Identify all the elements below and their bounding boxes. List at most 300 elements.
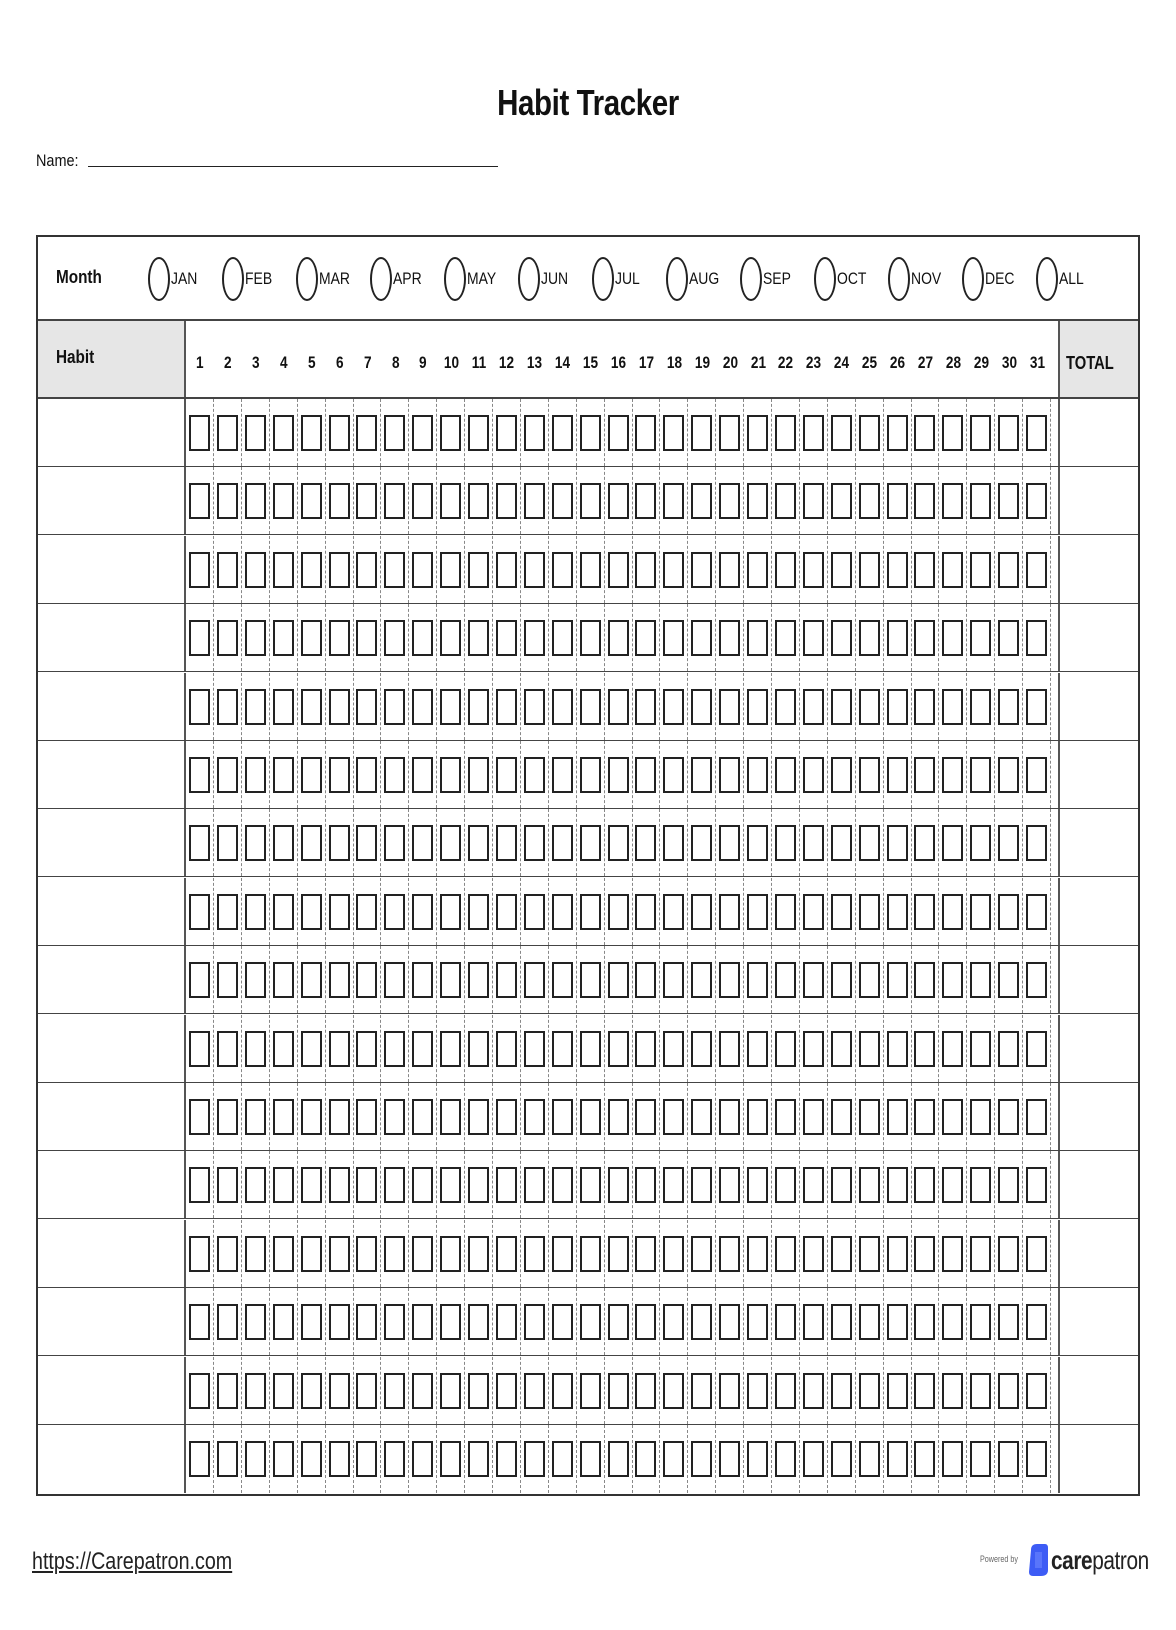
radio-circle-icon[interactable] xyxy=(814,257,836,301)
day-checkbox[interactable] xyxy=(942,1167,963,1203)
day-checkbox[interactable] xyxy=(496,1167,517,1203)
day-checkbox[interactable] xyxy=(608,825,629,861)
day-checkbox[interactable] xyxy=(356,894,377,930)
day-checkbox[interactable] xyxy=(468,962,489,998)
day-checkbox[interactable] xyxy=(524,483,545,519)
day-checkbox[interactable] xyxy=(608,1167,629,1203)
day-checkbox[interactable] xyxy=(580,1099,601,1135)
day-checkbox[interactable] xyxy=(914,483,935,519)
day-checkbox[interactable] xyxy=(496,1236,517,1272)
day-checkbox[interactable] xyxy=(356,1441,377,1477)
day-checkbox[interactable] xyxy=(775,1441,796,1477)
day-checkbox[interactable] xyxy=(217,1441,238,1477)
day-checkbox[interactable] xyxy=(217,415,238,451)
day-checkbox[interactable] xyxy=(440,1373,461,1409)
day-checkbox[interactable] xyxy=(635,1441,656,1477)
day-checkbox[interactable] xyxy=(552,1236,573,1272)
day-checkbox[interactable] xyxy=(803,1031,824,1067)
day-checkbox[interactable] xyxy=(608,962,629,998)
day-checkbox[interactable] xyxy=(635,1167,656,1203)
day-checkbox[interactable] xyxy=(189,1099,210,1135)
day-checkbox[interactable] xyxy=(998,1099,1019,1135)
day-checkbox[interactable] xyxy=(803,757,824,793)
day-checkbox[interactable] xyxy=(245,1031,266,1067)
day-checkbox[interactable] xyxy=(608,1099,629,1135)
day-checkbox[interactable] xyxy=(245,1441,266,1477)
day-checkbox[interactable] xyxy=(775,757,796,793)
day-checkbox[interactable] xyxy=(580,825,601,861)
day-checkbox[interactable] xyxy=(301,483,322,519)
day-checkbox[interactable] xyxy=(273,689,294,725)
day-checkbox[interactable] xyxy=(859,894,880,930)
day-checkbox[interactable] xyxy=(496,1373,517,1409)
day-checkbox[interactable] xyxy=(635,1304,656,1340)
day-checkbox[interactable] xyxy=(273,620,294,656)
day-checkbox[interactable] xyxy=(970,1167,991,1203)
day-checkbox[interactable] xyxy=(329,620,350,656)
day-checkbox[interactable] xyxy=(329,757,350,793)
day-checkbox[interactable] xyxy=(1026,1167,1047,1203)
day-checkbox[interactable] xyxy=(803,825,824,861)
day-checkbox[interactable] xyxy=(663,415,684,451)
day-checkbox[interactable] xyxy=(245,1099,266,1135)
day-checkbox[interactable] xyxy=(273,483,294,519)
day-checkbox[interactable] xyxy=(524,962,545,998)
day-checkbox[interactable] xyxy=(217,552,238,588)
day-checkbox[interactable] xyxy=(635,620,656,656)
day-checkbox[interactable] xyxy=(552,689,573,725)
day-checkbox[interactable] xyxy=(245,1236,266,1272)
habit-name-field[interactable] xyxy=(38,1151,186,1218)
day-checkbox[interactable] xyxy=(580,962,601,998)
day-checkbox[interactable] xyxy=(775,552,796,588)
day-checkbox[interactable] xyxy=(468,1236,489,1272)
day-checkbox[interactable] xyxy=(775,825,796,861)
day-checkbox[interactable] xyxy=(635,825,656,861)
day-checkbox[interactable] xyxy=(301,1441,322,1477)
day-checkbox[interactable] xyxy=(691,620,712,656)
day-checkbox[interactable] xyxy=(942,757,963,793)
day-checkbox[interactable] xyxy=(552,1304,573,1340)
day-checkbox[interactable] xyxy=(440,894,461,930)
day-checkbox[interactable] xyxy=(412,483,433,519)
month-option-may[interactable] xyxy=(444,256,503,302)
month-option-feb[interactable] xyxy=(222,256,278,302)
day-checkbox[interactable] xyxy=(356,552,377,588)
day-checkbox[interactable] xyxy=(635,1373,656,1409)
day-checkbox[interactable] xyxy=(942,1236,963,1272)
day-checkbox[interactable] xyxy=(1026,1373,1047,1409)
day-checkbox[interactable] xyxy=(552,1167,573,1203)
day-checkbox[interactable] xyxy=(329,1304,350,1340)
day-checkbox[interactable] xyxy=(608,1236,629,1272)
day-checkbox[interactable] xyxy=(412,757,433,793)
radio-circle-icon[interactable] xyxy=(148,257,170,301)
day-checkbox[interactable] xyxy=(859,552,880,588)
day-checkbox[interactable] xyxy=(914,689,935,725)
day-checkbox[interactable] xyxy=(1026,689,1047,725)
day-checkbox[interactable] xyxy=(245,962,266,998)
day-checkbox[interactable] xyxy=(775,962,796,998)
day-checkbox[interactable] xyxy=(831,825,852,861)
day-checkbox[interactable] xyxy=(859,1236,880,1272)
day-checkbox[interactable] xyxy=(608,1373,629,1409)
day-checkbox[interactable] xyxy=(356,962,377,998)
day-checkbox[interactable] xyxy=(329,894,350,930)
day-checkbox[interactable] xyxy=(970,825,991,861)
day-checkbox[interactable] xyxy=(580,1304,601,1340)
day-checkbox[interactable] xyxy=(914,757,935,793)
day-checkbox[interactable] xyxy=(608,894,629,930)
day-checkbox[interactable] xyxy=(552,415,573,451)
habit-name-field[interactable] xyxy=(38,1083,186,1150)
day-checkbox[interactable] xyxy=(245,1373,266,1409)
day-checkbox[interactable] xyxy=(663,825,684,861)
day-checkbox[interactable] xyxy=(691,894,712,930)
day-checkbox[interactable] xyxy=(1026,1031,1047,1067)
day-checkbox[interactable] xyxy=(970,415,991,451)
day-checkbox[interactable] xyxy=(887,1304,908,1340)
day-checkbox[interactable] xyxy=(468,894,489,930)
day-checkbox[interactable] xyxy=(468,1373,489,1409)
day-checkbox[interactable] xyxy=(747,894,768,930)
day-checkbox[interactable] xyxy=(887,825,908,861)
day-checkbox[interactable] xyxy=(831,1099,852,1135)
day-checkbox[interactable] xyxy=(747,552,768,588)
day-checkbox[interactable] xyxy=(189,962,210,998)
day-checkbox[interactable] xyxy=(970,1441,991,1477)
day-checkbox[interactable] xyxy=(942,962,963,998)
day-checkbox[interactable] xyxy=(747,1373,768,1409)
day-checkbox[interactable] xyxy=(1026,552,1047,588)
day-checkbox[interactable] xyxy=(440,1099,461,1135)
day-checkbox[interactable] xyxy=(580,415,601,451)
total-cell[interactable] xyxy=(1058,878,1138,945)
month-option-jun[interactable] xyxy=(518,256,574,302)
day-checkbox[interactable] xyxy=(217,1304,238,1340)
day-checkbox[interactable] xyxy=(189,1167,210,1203)
day-checkbox[interactable] xyxy=(412,962,433,998)
day-checkbox[interactable] xyxy=(552,962,573,998)
day-checkbox[interactable] xyxy=(496,1441,517,1477)
day-checkbox[interactable] xyxy=(663,1373,684,1409)
day-checkbox[interactable] xyxy=(608,1031,629,1067)
day-checkbox[interactable] xyxy=(803,894,824,930)
day-checkbox[interactable] xyxy=(887,894,908,930)
total-cell[interactable] xyxy=(1058,1151,1138,1218)
day-checkbox[interactable] xyxy=(189,552,210,588)
day-checkbox[interactable] xyxy=(719,483,740,519)
day-checkbox[interactable] xyxy=(440,1031,461,1067)
day-checkbox[interactable] xyxy=(524,1167,545,1203)
day-checkbox[interactable] xyxy=(552,483,573,519)
day-checkbox[interactable] xyxy=(468,1167,489,1203)
day-checkbox[interactable] xyxy=(189,689,210,725)
day-checkbox[interactable] xyxy=(803,1099,824,1135)
day-checkbox[interactable] xyxy=(1026,894,1047,930)
day-checkbox[interactable] xyxy=(803,1167,824,1203)
day-checkbox[interactable] xyxy=(831,757,852,793)
day-checkbox[interactable] xyxy=(691,1441,712,1477)
day-checkbox[interactable] xyxy=(691,483,712,519)
day-checkbox[interactable] xyxy=(970,689,991,725)
month-option-jul[interactable] xyxy=(592,256,645,302)
day-checkbox[interactable] xyxy=(440,825,461,861)
month-option-dec[interactable] xyxy=(962,256,1021,302)
day-checkbox[interactable] xyxy=(273,1031,294,1067)
day-checkbox[interactable] xyxy=(747,757,768,793)
day-checkbox[interactable] xyxy=(691,825,712,861)
total-cell[interactable] xyxy=(1058,673,1138,740)
day-checkbox[interactable] xyxy=(273,757,294,793)
day-checkbox[interactable] xyxy=(914,1167,935,1203)
day-checkbox[interactable] xyxy=(1026,415,1047,451)
radio-circle-icon[interactable] xyxy=(592,257,614,301)
day-checkbox[interactable] xyxy=(859,415,880,451)
day-checkbox[interactable] xyxy=(998,483,1019,519)
day-checkbox[interactable] xyxy=(998,1167,1019,1203)
day-checkbox[interactable] xyxy=(998,1441,1019,1477)
day-checkbox[interactable] xyxy=(775,689,796,725)
day-checkbox[interactable] xyxy=(412,1373,433,1409)
day-checkbox[interactable] xyxy=(552,620,573,656)
day-checkbox[interactable] xyxy=(552,757,573,793)
total-cell[interactable] xyxy=(1058,536,1138,603)
day-checkbox[interactable] xyxy=(1026,962,1047,998)
day-checkbox[interactable] xyxy=(914,1236,935,1272)
day-checkbox[interactable] xyxy=(942,1441,963,1477)
day-checkbox[interactable] xyxy=(887,689,908,725)
day-checkbox[interactable] xyxy=(608,689,629,725)
day-checkbox[interactable] xyxy=(273,415,294,451)
day-checkbox[interactable] xyxy=(747,1099,768,1135)
day-checkbox[interactable] xyxy=(887,962,908,998)
day-checkbox[interactable] xyxy=(663,483,684,519)
day-checkbox[interactable] xyxy=(273,1099,294,1135)
day-checkbox[interactable] xyxy=(245,483,266,519)
day-checkbox[interactable] xyxy=(580,894,601,930)
total-cell[interactable] xyxy=(1058,1083,1138,1150)
day-checkbox[interactable] xyxy=(942,620,963,656)
day-checkbox[interactable] xyxy=(1026,483,1047,519)
radio-circle-icon[interactable] xyxy=(740,257,762,301)
day-checkbox[interactable] xyxy=(273,1373,294,1409)
day-checkbox[interactable] xyxy=(384,552,405,588)
day-checkbox[interactable] xyxy=(273,894,294,930)
day-checkbox[interactable] xyxy=(384,483,405,519)
day-checkbox[interactable] xyxy=(1026,1441,1047,1477)
habit-name-field[interactable] xyxy=(38,1220,186,1287)
day-checkbox[interactable] xyxy=(217,1167,238,1203)
day-checkbox[interactable] xyxy=(440,1304,461,1340)
day-checkbox[interactable] xyxy=(301,1304,322,1340)
day-checkbox[interactable] xyxy=(663,1167,684,1203)
day-checkbox[interactable] xyxy=(970,757,991,793)
day-checkbox[interactable] xyxy=(914,1373,935,1409)
day-checkbox[interactable] xyxy=(496,415,517,451)
day-checkbox[interactable] xyxy=(189,894,210,930)
day-checkbox[interactable] xyxy=(691,1373,712,1409)
day-checkbox[interactable] xyxy=(412,894,433,930)
day-checkbox[interactable] xyxy=(1026,620,1047,656)
day-checkbox[interactable] xyxy=(580,1441,601,1477)
day-checkbox[interactable] xyxy=(496,825,517,861)
day-checkbox[interactable] xyxy=(803,1373,824,1409)
day-checkbox[interactable] xyxy=(329,552,350,588)
day-checkbox[interactable] xyxy=(273,552,294,588)
day-checkbox[interactable] xyxy=(468,1031,489,1067)
month-option-jan[interactable] xyxy=(148,256,203,302)
day-checkbox[interactable] xyxy=(524,1304,545,1340)
day-checkbox[interactable] xyxy=(580,1236,601,1272)
day-checkbox[interactable] xyxy=(217,483,238,519)
day-checkbox[interactable] xyxy=(663,1236,684,1272)
day-checkbox[interactable] xyxy=(859,1031,880,1067)
day-checkbox[interactable] xyxy=(998,1031,1019,1067)
day-checkbox[interactable] xyxy=(970,620,991,656)
day-checkbox[interactable] xyxy=(496,689,517,725)
day-checkbox[interactable] xyxy=(217,1099,238,1135)
day-checkbox[interactable] xyxy=(775,894,796,930)
day-checkbox[interactable] xyxy=(329,825,350,861)
day-checkbox[interactable] xyxy=(663,962,684,998)
day-checkbox[interactable] xyxy=(859,1304,880,1340)
day-checkbox[interactable] xyxy=(635,1236,656,1272)
day-checkbox[interactable] xyxy=(914,415,935,451)
total-cell[interactable] xyxy=(1058,1357,1138,1424)
day-checkbox[interactable] xyxy=(914,552,935,588)
day-checkbox[interactable] xyxy=(273,962,294,998)
day-checkbox[interactable] xyxy=(747,1167,768,1203)
day-checkbox[interactable] xyxy=(217,1236,238,1272)
day-checkbox[interactable] xyxy=(887,1441,908,1477)
day-checkbox[interactable] xyxy=(189,415,210,451)
day-checkbox[interactable] xyxy=(580,1031,601,1067)
day-checkbox[interactable] xyxy=(970,1373,991,1409)
day-checkbox[interactable] xyxy=(747,825,768,861)
day-checkbox[interactable] xyxy=(356,1167,377,1203)
name-field[interactable] xyxy=(88,166,498,167)
day-checkbox[interactable] xyxy=(412,1441,433,1477)
day-checkbox[interactable] xyxy=(301,1099,322,1135)
day-checkbox[interactable] xyxy=(608,757,629,793)
radio-circle-icon[interactable] xyxy=(296,257,318,301)
day-checkbox[interactable] xyxy=(998,894,1019,930)
month-option-nov[interactable] xyxy=(888,256,948,302)
day-checkbox[interactable] xyxy=(189,757,210,793)
day-checkbox[interactable] xyxy=(468,825,489,861)
day-checkbox[interactable] xyxy=(356,757,377,793)
day-checkbox[interactable] xyxy=(440,415,461,451)
day-checkbox[interactable] xyxy=(217,757,238,793)
day-checkbox[interactable] xyxy=(329,415,350,451)
day-checkbox[interactable] xyxy=(887,1031,908,1067)
day-checkbox[interactable] xyxy=(691,962,712,998)
day-checkbox[interactable] xyxy=(998,1304,1019,1340)
day-checkbox[interactable] xyxy=(440,689,461,725)
day-checkbox[interactable] xyxy=(719,1236,740,1272)
habit-name-field[interactable] xyxy=(38,878,186,945)
day-checkbox[interactable] xyxy=(998,1373,1019,1409)
day-checkbox[interactable] xyxy=(329,1167,350,1203)
day-checkbox[interactable] xyxy=(412,1031,433,1067)
day-checkbox[interactable] xyxy=(635,552,656,588)
radio-circle-icon[interactable] xyxy=(888,257,910,301)
day-checkbox[interactable] xyxy=(635,1099,656,1135)
day-checkbox[interactable] xyxy=(329,1099,350,1135)
day-checkbox[interactable] xyxy=(524,1236,545,1272)
day-checkbox[interactable] xyxy=(719,1373,740,1409)
day-checkbox[interactable] xyxy=(663,894,684,930)
day-checkbox[interactable] xyxy=(189,825,210,861)
day-checkbox[interactable] xyxy=(524,894,545,930)
day-checkbox[interactable] xyxy=(719,1031,740,1067)
day-checkbox[interactable] xyxy=(719,894,740,930)
day-checkbox[interactable] xyxy=(189,1304,210,1340)
day-checkbox[interactable] xyxy=(412,620,433,656)
day-checkbox[interactable] xyxy=(440,483,461,519)
day-checkbox[interactable] xyxy=(998,1236,1019,1272)
day-checkbox[interactable] xyxy=(384,1031,405,1067)
day-checkbox[interactable] xyxy=(329,689,350,725)
day-checkbox[interactable] xyxy=(859,620,880,656)
day-checkbox[interactable] xyxy=(970,1099,991,1135)
day-checkbox[interactable] xyxy=(719,1441,740,1477)
day-checkbox[interactable] xyxy=(468,483,489,519)
day-checkbox[interactable] xyxy=(301,757,322,793)
day-checkbox[interactable] xyxy=(663,1304,684,1340)
day-checkbox[interactable] xyxy=(384,620,405,656)
total-cell[interactable] xyxy=(1058,1220,1138,1287)
radio-circle-icon[interactable] xyxy=(370,257,392,301)
day-checkbox[interactable] xyxy=(719,689,740,725)
day-checkbox[interactable] xyxy=(998,689,1019,725)
day-checkbox[interactable] xyxy=(524,620,545,656)
day-checkbox[interactable] xyxy=(747,1236,768,1272)
day-checkbox[interactable] xyxy=(301,1167,322,1203)
day-checkbox[interactable] xyxy=(356,1031,377,1067)
day-checkbox[interactable] xyxy=(635,757,656,793)
day-checkbox[interactable] xyxy=(970,894,991,930)
day-checkbox[interactable] xyxy=(691,1099,712,1135)
day-checkbox[interactable] xyxy=(440,757,461,793)
day-checkbox[interactable] xyxy=(663,1441,684,1477)
day-checkbox[interactable] xyxy=(719,620,740,656)
radio-circle-icon[interactable] xyxy=(1036,257,1058,301)
day-checkbox[interactable] xyxy=(384,757,405,793)
day-checkbox[interactable] xyxy=(384,1236,405,1272)
day-checkbox[interactable] xyxy=(970,1236,991,1272)
total-cell[interactable] xyxy=(1058,604,1138,671)
day-checkbox[interactable] xyxy=(803,415,824,451)
day-checkbox[interactable] xyxy=(747,689,768,725)
day-checkbox[interactable] xyxy=(914,825,935,861)
day-checkbox[interactable] xyxy=(831,620,852,656)
day-checkbox[interactable] xyxy=(998,620,1019,656)
day-checkbox[interactable] xyxy=(887,415,908,451)
day-checkbox[interactable] xyxy=(608,1304,629,1340)
day-checkbox[interactable] xyxy=(580,757,601,793)
day-checkbox[interactable] xyxy=(998,825,1019,861)
day-checkbox[interactable] xyxy=(691,1167,712,1203)
day-checkbox[interactable] xyxy=(1026,825,1047,861)
day-checkbox[interactable] xyxy=(887,1373,908,1409)
day-checkbox[interactable] xyxy=(859,483,880,519)
radio-circle-icon[interactable] xyxy=(666,257,688,301)
day-checkbox[interactable] xyxy=(384,962,405,998)
day-checkbox[interactable] xyxy=(775,1236,796,1272)
day-checkbox[interactable] xyxy=(914,1441,935,1477)
